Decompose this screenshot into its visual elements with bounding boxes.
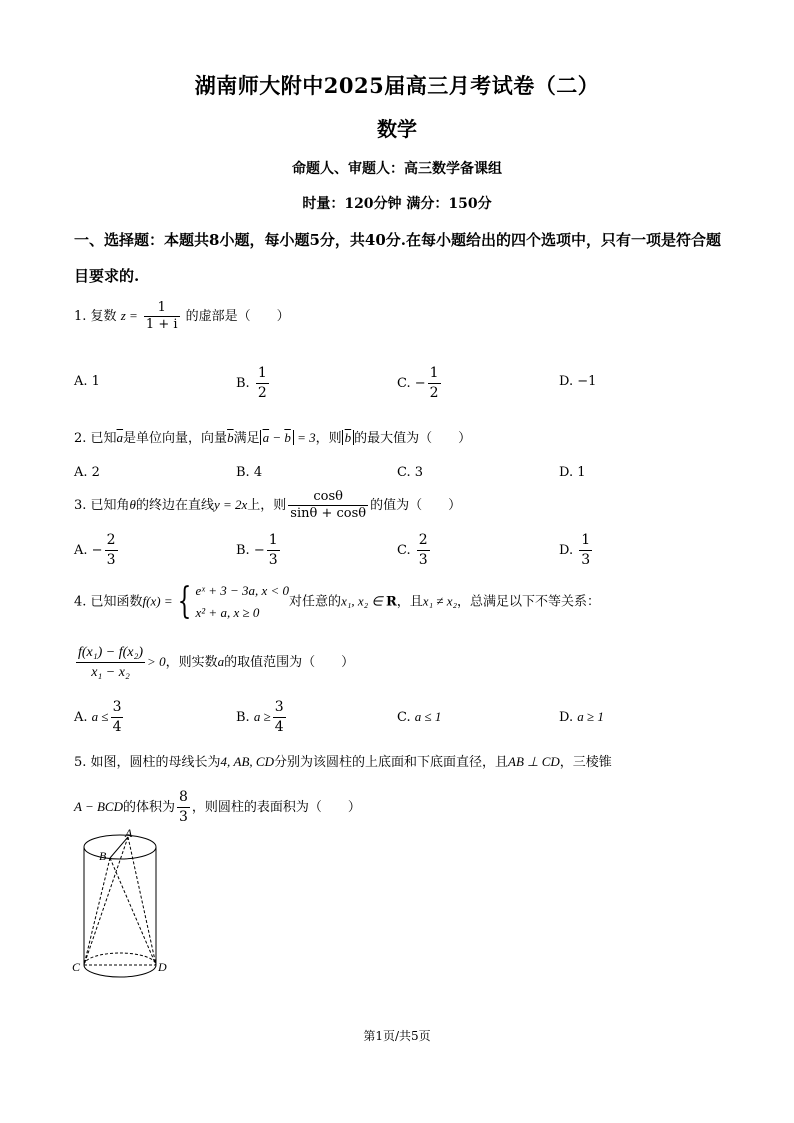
- q4-text5: ，则实数: [165, 655, 218, 670]
- q3-option-d: [559, 531, 594, 570]
- q4-a-expr: a ≤: [91, 709, 109, 724]
- q4-b-label: B.: [236, 710, 250, 725]
- q4-case2: x² + a, x ≥ 0: [195, 605, 260, 620]
- q3-text4: 的值为（ ）: [370, 498, 462, 513]
- q5-text1: 5. 如图，圆柱的母线长为: [74, 755, 221, 770]
- q4-a-den: 4: [112, 719, 122, 735]
- q3-option-b: [236, 531, 282, 570]
- q3-b-label: B.: [236, 543, 250, 558]
- q1-c-den: 2: [429, 385, 439, 401]
- q4-text1: 4. 已知函数: [74, 594, 143, 610]
- q4-cases: [196, 580, 290, 624]
- exam-authors: 命题人、审题人：高三数学备课组: [292, 161, 502, 177]
- q1-c-sign: −: [414, 376, 426, 391]
- label-d: D: [158, 960, 167, 974]
- q2-text4: ，则: [315, 431, 342, 446]
- q4-c-expr: a ≤ 1: [414, 709, 442, 724]
- q2-a-vec: $\overline{a}$: [116, 430, 124, 445]
- exam-subject: 数学: [377, 117, 417, 141]
- q2-abs-minus: −: [269, 430, 285, 445]
- q2-abs-a: $\overline{a}$: [262, 430, 270, 445]
- q4-brace: {: [177, 581, 191, 622]
- label-b: B: [99, 849, 107, 863]
- q4-text2: 对任意的: [289, 594, 342, 610]
- section1-heading: 一、选择题：本题共8小题，每小题5分，共40分.在每小题给出的四个选项中，只有一项是符合题目要求的.: [74, 231, 721, 285]
- q2-option-d: D. 1: [559, 465, 586, 480]
- q4-R: R: [385, 594, 397, 610]
- q2-option-a: A. 2: [74, 465, 100, 480]
- page-number: 第1页/共5页: [363, 1029, 431, 1043]
- exam-time-score: 时量：120分钟 满分：150分: [302, 196, 492, 212]
- q1-d-label: D.: [559, 374, 574, 389]
- q1-option-b: [236, 364, 271, 403]
- question-3: [74, 489, 461, 522]
- q2-text3: 满足: [233, 431, 260, 446]
- q1-den: 1 + i: [145, 317, 178, 332]
- segment-ab: [110, 837, 128, 858]
- question-2: [74, 427, 471, 446]
- q4-a-var: a: [217, 654, 225, 669]
- q3-option-c: [397, 531, 432, 570]
- question-5: [74, 751, 612, 770]
- q3-num: cosθ: [288, 489, 368, 506]
- q3-a-den: 3: [106, 552, 116, 568]
- cylinder-bottom-front: [84, 965, 156, 977]
- q5-perp: AB ⊥ CD: [508, 754, 560, 769]
- q2-option-c: C. 3: [397, 465, 424, 480]
- q5-pyramid: A − BCD: [74, 799, 123, 814]
- q1-b-label: B.: [236, 376, 250, 391]
- q2-b-vec: $\overline{b}$: [227, 430, 234, 445]
- q3-den: sinθ + cosθ: [290, 506, 367, 521]
- question-4: [74, 580, 600, 624]
- q3-text3: 上，则: [247, 498, 287, 513]
- q4-b-num: 3: [273, 698, 286, 718]
- q2-abs-b2: [342, 430, 355, 445]
- q5-num: 8: [177, 788, 190, 808]
- q2-abs-expr: [260, 430, 294, 445]
- q3-b-den: 3: [268, 552, 278, 568]
- q3-c-label: C.: [397, 543, 411, 558]
- q1-num: 1: [144, 300, 180, 317]
- q1-option-d: [559, 374, 596, 389]
- segment-bc: [84, 858, 110, 965]
- q3-d-label: D.: [559, 543, 574, 558]
- q4-a-num: 3: [111, 698, 124, 718]
- segment-bd: [110, 858, 156, 965]
- q5-vals: 4, AB, CD: [220, 754, 274, 769]
- q4-neq: x₁ ≠ x₂: [422, 593, 458, 609]
- q1-b-den: 2: [257, 385, 267, 401]
- q4-option-b: [236, 698, 288, 737]
- q4-ineq-den: x₁ − x₂: [91, 665, 130, 680]
- q4-d-expr: a ≥ 1: [577, 709, 604, 724]
- q1-option-a: A. 1: [74, 374, 100, 389]
- q3-b-num: 1: [267, 531, 280, 551]
- cylinder-bottom-back: [84, 953, 156, 965]
- q4-text3: ，且: [396, 594, 423, 610]
- q5-den: 3: [179, 809, 188, 825]
- q1-c-label: C.: [397, 376, 411, 391]
- q3-theta: θ: [129, 497, 136, 512]
- q2-text1: 2. 已知: [74, 431, 117, 446]
- q3-d-num: 1: [579, 531, 592, 551]
- label-c: C: [72, 960, 81, 974]
- q5-text4: 的体积为: [122, 800, 175, 815]
- exam-title: 湖南师大附中2025届高三月考试卷（二）: [194, 73, 600, 98]
- q3-c-den: 3: [418, 552, 428, 568]
- q4-c-label: C.: [397, 710, 411, 725]
- q2-b-vec2: $\overline{b}$: [344, 430, 352, 445]
- q2-eq: = 3: [293, 430, 316, 445]
- q1-d-val: −1: [577, 374, 597, 389]
- q4-option-c: [397, 709, 441, 725]
- q4-d-label: D.: [559, 710, 574, 725]
- q2-text2: 是单位向量，向量: [123, 431, 228, 446]
- q3-text2: 的终边在直线: [135, 498, 214, 513]
- q4-option-a: [74, 698, 125, 737]
- q1-prefix: 1. 复数: [74, 309, 117, 324]
- q3-b-sign: −: [253, 543, 265, 558]
- q2-text5: 的最大值为（ ）: [354, 431, 472, 446]
- cylinder-figure: [70, 825, 170, 985]
- q4-a-label: A.: [74, 710, 88, 725]
- q1-fraction: [144, 300, 180, 333]
- q4-b-den: 4: [274, 719, 284, 735]
- q4-text6: 的取值范围为（ ）: [224, 655, 355, 670]
- question-5-cont: [74, 788, 361, 827]
- q3-a-label: A.: [74, 543, 88, 558]
- q4-fx: f(x) =: [142, 593, 173, 609]
- q1-option-c: [397, 364, 443, 403]
- q4-ineq-tail: > 0: [147, 654, 166, 669]
- q4-b-expr: a ≥: [253, 709, 271, 724]
- q4-case1: eˣ + 3 − 3a, x < 0: [195, 583, 290, 598]
- label-a: A: [125, 826, 133, 840]
- q3-text1: 3. 已知角: [74, 498, 130, 513]
- q3-line: y = 2x: [213, 497, 248, 512]
- q1-c-num: 1: [428, 364, 441, 384]
- q4-text4: ，总满足以下不等关系：: [457, 594, 601, 610]
- question-4-cont: [74, 643, 354, 682]
- question-1: [74, 300, 290, 333]
- q3-d-den: 3: [581, 552, 591, 568]
- q5-text3: ，三棱锥: [559, 755, 612, 770]
- q3-a-num: 2: [105, 531, 118, 551]
- q3-c-num: 2: [417, 531, 430, 551]
- q3-a-sign: −: [91, 543, 103, 558]
- q5-text2: 分别为该圆柱的上底面和下底面直径，且: [274, 755, 509, 770]
- q2-option-b: B. 4: [236, 465, 263, 480]
- q5-text5: ，则圆柱的表面积为（ ）: [191, 800, 361, 815]
- q2-abs-b: $\overline{b}$: [284, 430, 291, 445]
- q3-option-a: [74, 531, 120, 570]
- q1-b-num: 1: [256, 364, 269, 384]
- q4-vars: x₁, x₂ ∈: [341, 593, 386, 609]
- q1-z-eq: z =: [120, 308, 138, 323]
- q4-ineq-num: f(x₁) − f(x₂): [76, 643, 145, 663]
- q4-option-d: [559, 709, 604, 725]
- q1-suffix: 的虚部是（ ）: [185, 309, 290, 324]
